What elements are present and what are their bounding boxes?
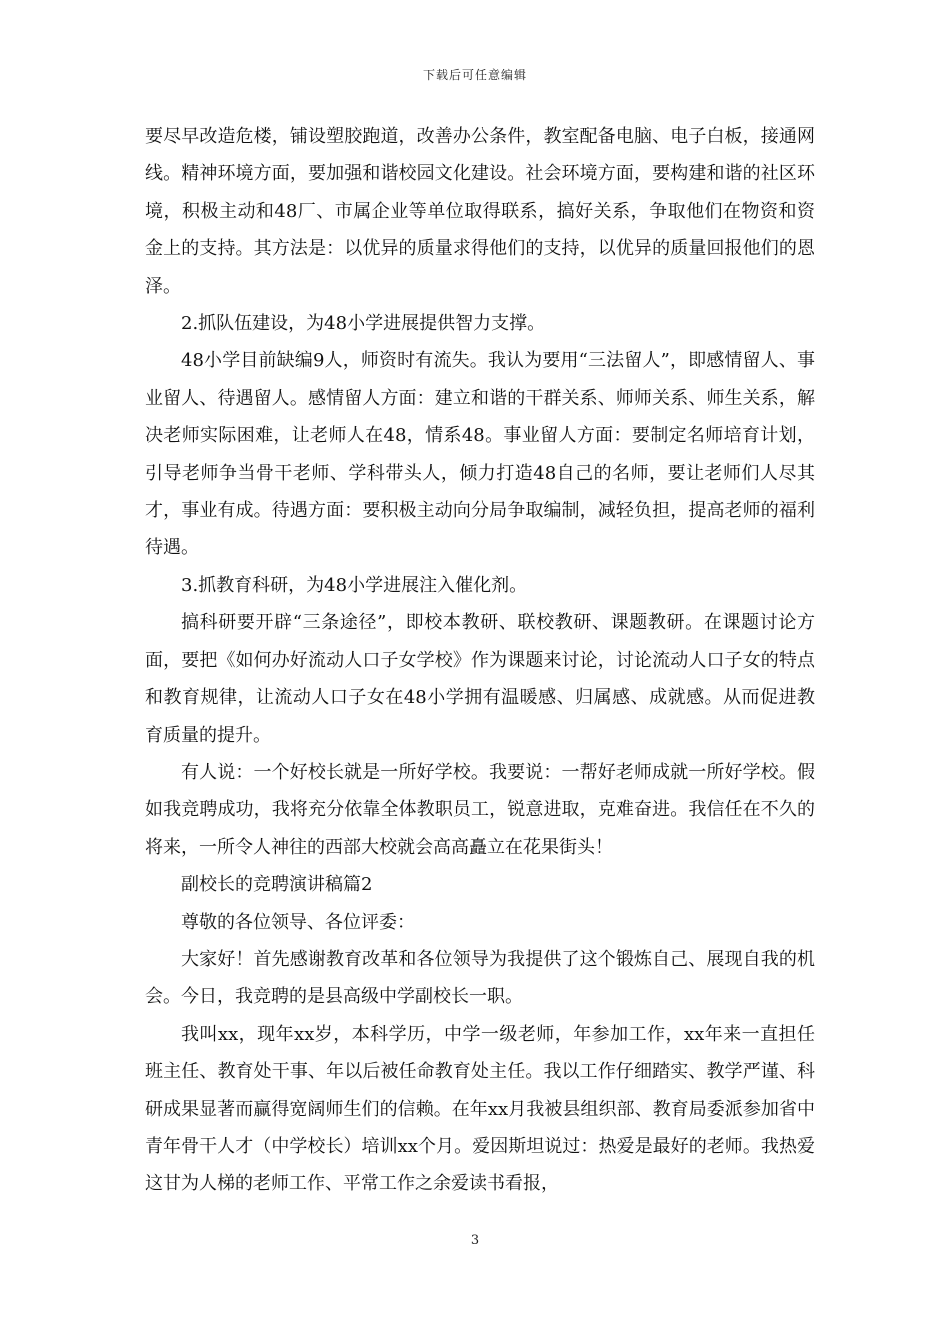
paragraph: 搞科研要开辟“三条途径”，即校本教研、联校教研、课题教研。在课题讨论方面，要把《如何办好流动人口子女学校》作为课题来讨论，讨论流动人口子女的特点和教育规律，让流动人口子女在48小学拥有温暖感、归属感、成就感。从而促进教育质量的提升。 [145,612,815,746]
paragraph: 我叫xx，现年xx岁，本科学历，中学一级老师，年参加工作，xx年来一直担任班主任、教育处干事、年以后被任命教育处主任。我以工作仔细踏实、教学严谨、科研成果显著而赢得宽阔师生们的信赖。在年xx月我被县组织部、教育局委派参加省中青年骨干人才（中学校长）培训xx个月。爱因斯坦说过：热爱是最好的老师。我热爱这甘为人梯的老师工作、平常工作之余爱读书看报， [145,1023,815,1195]
paragraph: 要尽早改造危楼，铺设塑胶跑道，改善办公条件，教室配备电脑、电子白板，接通网线。精神环境方面，要加强和谐校园文化建设。社会环境方面，要构建和谐的社区环境，积极主动和48厂、市属企业等单位取得联系，搞好关系，争取他们在物资和资金上的支持。其方法是：以优异的质量求得他们的支持，以优异的质量回报他们的恩泽。 [145,126,815,297]
paragraph: 2.抓队伍建设，为48小学进展提供智力支撑。 [181,313,546,335]
paragraph: 48小学目前缺编9人，师资时有流失。我认为要用“三法留人”，即感情留人、事业留人、待遇留人。感情留人方面：建立和谐的干群关系、师师关系、师生关系，解决老师实际困难，让老师人在48，情系48。事业留人方面：要制定名师培育计划，引导老师争当骨干老师、学科带头人，倾力打造48自己的名师，要让老师们人尽其才，事业有成。待遇方面：要积极主动向分局争取编制，减轻负担，提高老师的福利待遇。 [145,350,815,559]
page-header: 下载后可任意编辑 [422,68,527,82]
paragraph: 有人说：一个好校长就是一所好学校。我要说：一帮好老师成就一所好学校。假如我竞聘成功，我将充分依靠全体教职员工，锐意进取，克难奋进。我信任在不久的将来，一所令人神往的西部大校就会高高矗立在花果街头！ [145,761,815,858]
paragraph: 大家好！首先感谢教育改革和各位领导为我提供了这个锻炼自己、展现自我的机会。今日，我竞聘的是县高级中学副校长一职。 [145,948,815,1008]
salutation: 尊敬的各位领导、各位评委： [181,911,415,933]
section-title: 副校长的竞聘演讲稿篇2 [181,874,373,896]
document-body [145,118,815,1203]
page-number: 3 [470,1233,480,1248]
paragraph: 3.抓教育科研，为48小学进展注入催化剂。 [181,574,528,596]
